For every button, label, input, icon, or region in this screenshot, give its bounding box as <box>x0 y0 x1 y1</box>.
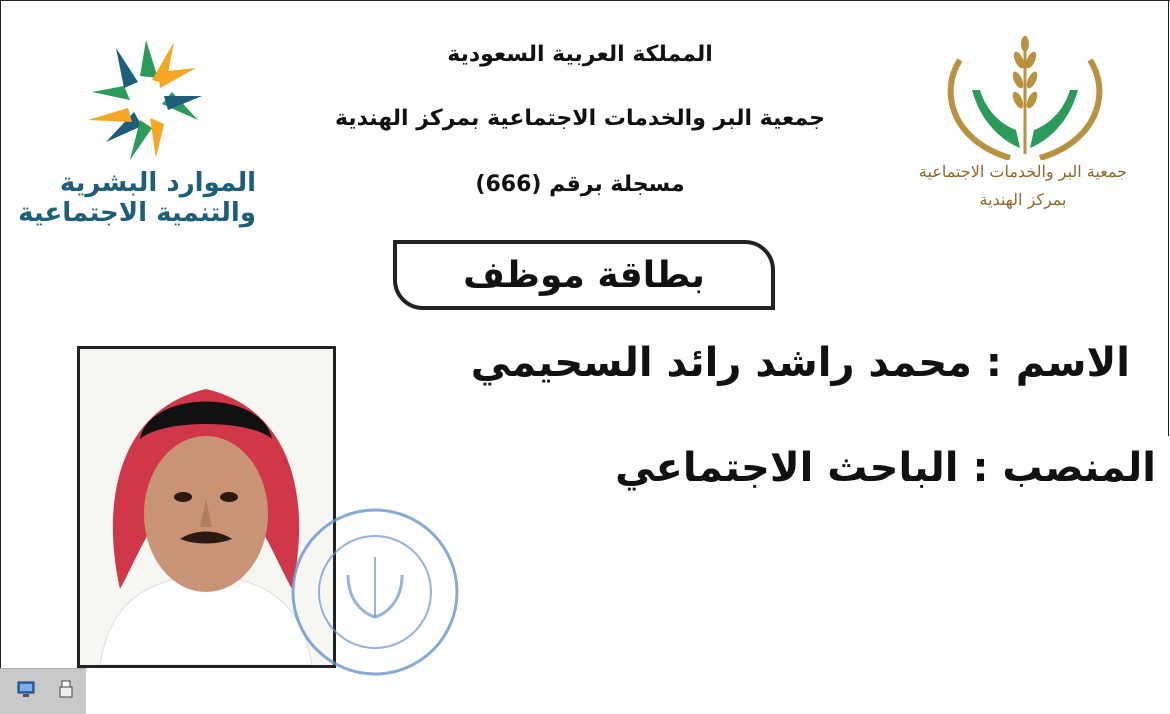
association-logo-line2: بمركز الهندية <box>979 190 1067 209</box>
card-frame-top <box>0 0 1170 1</box>
employee-role: المنصب : الباحث الاجتماعي <box>615 445 1156 491</box>
network-icon[interactable] <box>16 679 36 699</box>
employee-name: الاسم : محمد راشد رائد السحيمي <box>470 340 1130 386</box>
header-registration: مسجلة برقم (666) <box>475 172 685 197</box>
card-frame-right <box>1168 0 1169 436</box>
card-title: بطاقة موظف <box>463 254 705 296</box>
hr-ministry-logo <box>28 30 258 174</box>
header-association: جمعية البر والخدمات الاجتماعية بمركز الهندية <box>334 106 826 131</box>
hr-logo-line1: الموارد البشرية <box>59 168 256 198</box>
association-logo <box>920 30 1130 164</box>
card-title-box <box>393 240 775 310</box>
usb-drive-icon[interactable] <box>56 679 76 699</box>
association-logo-line1: جمعية البر والخدمات الاجتماعية <box>918 162 1128 181</box>
stamp-seal-icon <box>288 505 463 680</box>
card-frame-left <box>0 0 1 713</box>
official-stamp <box>288 505 463 684</box>
taskbar <box>0 668 86 714</box>
hr-logo-line2: والتنمية الاجتماعية <box>18 198 256 228</box>
wheat-hands-icon <box>920 30 1130 160</box>
star-logo-icon <box>28 30 258 170</box>
header-country: المملكة العربية السعودية <box>447 42 713 67</box>
